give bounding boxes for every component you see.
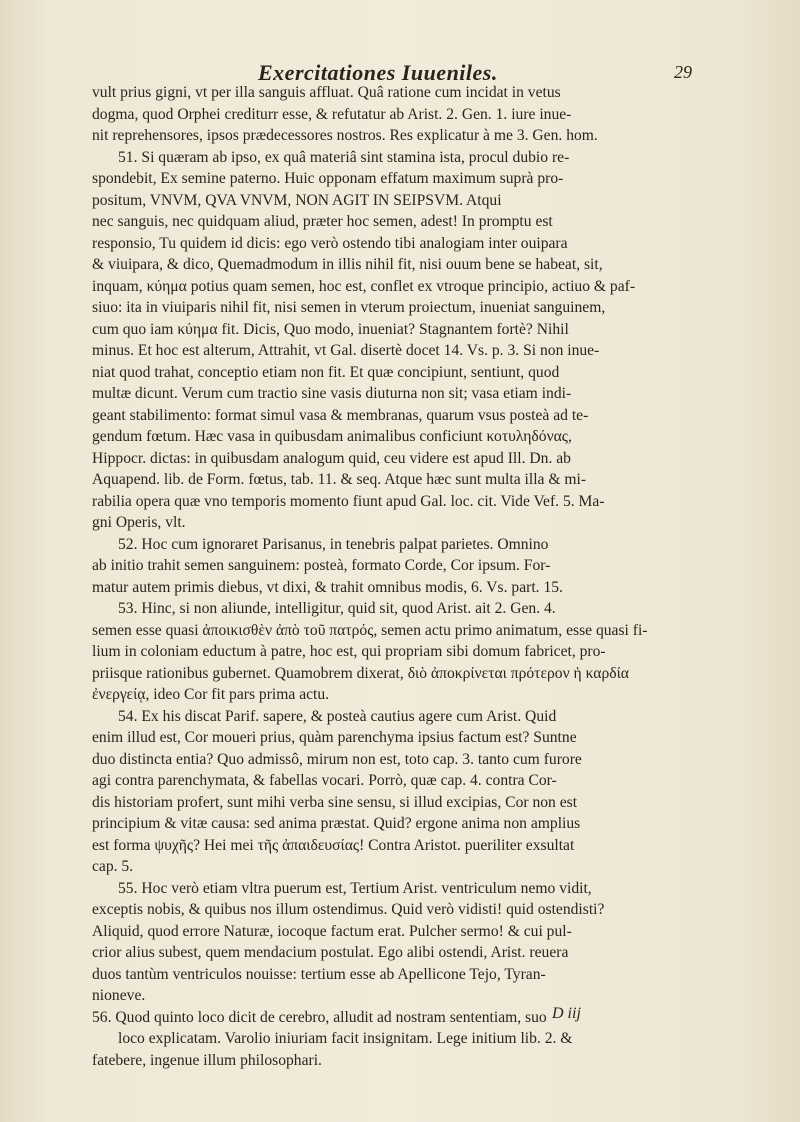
body-text (92, 82, 724, 1071)
text-line: semen esse quasi ἀποικισθὲν ἀπὸ τοῦ πατρός, semen actu primo animatum, esse quasi fi- (92, 621, 648, 639)
text-line: nioneve. (92, 987, 146, 1004)
text-line: loco explicatam. Varolio iniuriam facit insignitam. Lege initium lib. 2. & (118, 1030, 573, 1047)
text-line: Aliquid, quod errore Naturæ, iocoque factum erat. Pulcher sermo! & cui pul- (92, 922, 572, 940)
text-line: ἐνεργείᾳ, ideo Cor fit pars prima actu. (92, 686, 330, 703)
text-line: rabilia opera quæ vno temporis momento fiunt apud Gal. loc. cit. Vide Vef. 5. Ma- (92, 492, 605, 510)
text-line: siuo: ita in viuiparis nihil fit, nisi semen in vterum proiectum, inueniat sanguinem, (92, 299, 606, 316)
text-line: gni Operis, vlt. (92, 514, 186, 531)
text-line: 52. Hoc cum ignoraret Parisanus, in tenebris palpat parietes. Omnino (118, 535, 549, 553)
text-line: lium in coloniam eductum à patre, hoc est, qui propriam sibi domum fabricet, pro- (92, 643, 606, 660)
text-line: & viuipara, & dico, Quemadmodum in illis nihil fit, nisi ouum bene se habeat, sit, (92, 256, 603, 273)
text-line: spondebit, Ex semine paterno. Huic opponam effatum maximum suprà pro- (92, 170, 564, 187)
text-line: responsio, Tu quidem id dicis: ego verò ostendo tibi analogiam inter ouipara (92, 234, 568, 252)
text-line: cum quo iam κύημα fit. Dicis, Quo modo, inueniat? Stagnantem fortè? Nihil (92, 320, 569, 338)
text-line: positum, VNVM, QVA VNVM, NON AGIT IN SEIPSVM. Atqui (92, 191, 502, 209)
text-line: dogma, quod Orphei crediturr esse, & refutatur ab Arist. 2. Gen. 1. iure inue- (92, 105, 572, 123)
text-line: multæ dicunt. Verum cum tractio sine vasis diuturna non sit; vasa etiam indi- (92, 385, 572, 402)
text-line: nec sanguis, nec quidquam aliud, præter hoc semen, adest! In promptu est (92, 213, 553, 230)
text-line: niat quod trahat, conceptio etiam non fit. Et quæ concipiunt, sentiunt, quod (92, 363, 560, 381)
text-line: 53. Hinc, si non aliunde, intelligitur, quid sit, quod Arist. ait 2. Gen. 4. (118, 600, 556, 617)
text-line: enim illud est, Cor moueri prius, quàm parenchyma ipsius factum est? Suntne (92, 729, 577, 746)
text-line: priisque rationibus gubernet. Quamobrem dixerat, διὸ ἀποκρίνεται πρότερον ἡ καρδία (92, 664, 629, 682)
text-line: dis historiam profert, sunt mihi verba sine sensu, si illud excipias, Cor non est (92, 793, 578, 811)
text-line: Aquapend. lib. de Form. fœtus, tab. 11. & seq. Atque hæc sunt multa illa & mi- (92, 471, 587, 488)
text-line: gendum fœtum. Hæc vasa in quibusdam animalibus conficiunt κοτυληδόνας, (92, 428, 572, 445)
text-line: principium & vitæ causa: sed anima præstat. Quid? ergone anima non amplius (92, 815, 581, 832)
text-line: agi contra parenchymata, & fabellas vocari. Porrò, quæ cap. 4. contra Cor- (92, 772, 557, 789)
signature-mark: D iij (552, 1005, 581, 1022)
text-line: inquam, κύημα potius quam semen, hoc est, conflet ex vtroque principio, actiuo & paf- (92, 277, 636, 295)
text-line: vult prius gigni, vt per illa sanguis affluat. Quâ ratione cum incidat in vetus (92, 84, 561, 101)
text-line: exceptis nobis, & quibus nos illum ostendimus. Quid verò vidisti! quid ostendisti? (92, 901, 605, 918)
text-line: est forma ψυχῆς? Hei mei τῆς ἀπαιδευσίας! Contra Aristot. pueriliter exsultat (92, 836, 575, 854)
text-line: 56. Quod quinto loco dicit de cerebro, alludit ad nostram sententiam, suo (92, 1008, 547, 1026)
text-line: matur autem primis diebus, vt dixi, & trahit omnibus modis, 6. Vs. part. 15. (92, 578, 563, 596)
text-line: 51. Si quæram ab ipso, ex quâ materiâ sint stamina ista, procul dubio re- (118, 148, 570, 166)
text-line: fatebere, ingenue illum philosophari. (92, 1051, 322, 1069)
page-footer (0, 1005, 800, 1027)
text-line: 54. Ex his discat Parif. sapere, & posteà cautius agere cum Arist. Quid (118, 707, 557, 725)
text-line: minus. Et hoc est alterum, Attrahit, vt Gal. disertè docet 14. Vs. p. 3. Si non inue- (92, 342, 600, 359)
page-number: 29 (674, 62, 692, 82)
running-title: Exercitationes Iuueniles. (258, 60, 498, 85)
text-line: duos tantùm ventriculos nouisse: tertium esse ab Apellicone Tejo, Tyran- (92, 965, 546, 983)
text-line: duo distincta entia? Quo admissô, mirum non est, toto cap. 3. tanto cum furore (92, 750, 582, 768)
text-line: ab initio trahit semen sanguinem: posteà, formato Corde, Cor ipsum. For- (92, 557, 551, 574)
text-line: crior alius subest, quem mendacium postulat. Ego alibi ostendi, Arist. reuera (92, 944, 569, 961)
text-line: nit reprehensores, ipsos prædecessores nostros. Res explicatur à me 3. Gen. hom. (92, 127, 598, 144)
text-line: cap. 5. (92, 858, 134, 875)
page-header (0, 60, 800, 84)
text-line: 55. Hoc verò etiam vltra puerum est, Tertium Arist. ventriculum nemo vidit, (118, 879, 592, 897)
text-line: geant stabilimento: format simul vasa & membranas, quarum vsus posteà ad te- (92, 406, 589, 424)
text-line: Hippocr. dictas: in quibusdam analogum quid, ceu videre est apud Ill. Dn. ab (92, 449, 571, 467)
